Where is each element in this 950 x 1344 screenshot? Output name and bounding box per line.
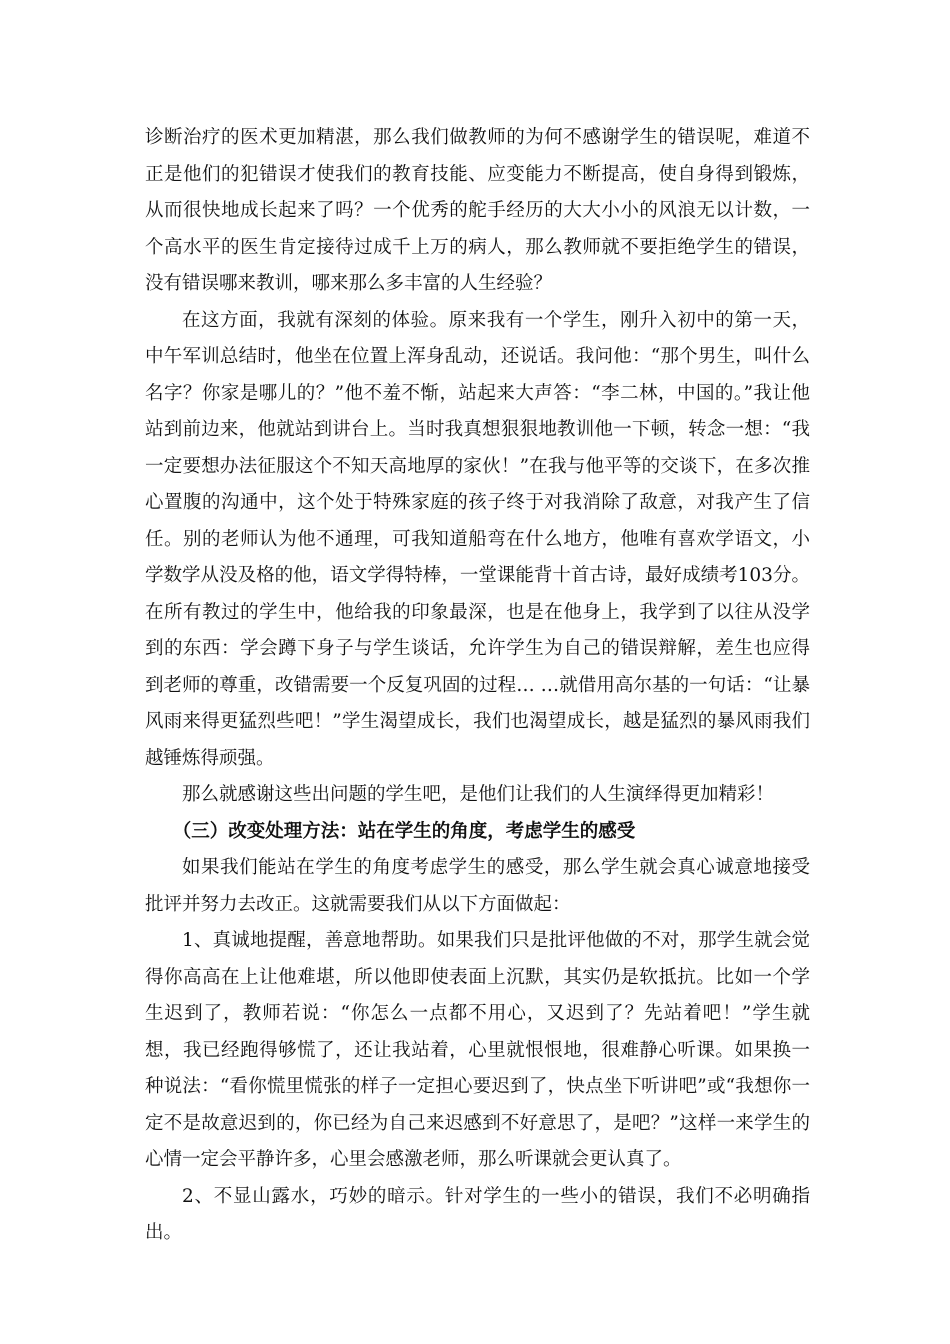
section-heading: （三）改变处理方法：站在学生的角度，考虑学生的感受 xyxy=(172,820,636,842)
paragraph-1: 诊断治疗的医术更加精湛，那么我们做教师的为何不感谢学生的错误呢，难道不正是他们的犯错误才使我们的教育技能、应变能力不断提高，使自身得到锻炼，从而很快地成长起来了吗？一个优秀的舵手经历的大大小小的风浪无以计数，一个高水平的医生肯定接待过成千上万的病人，那么教师就不要拒绝学生的错误，没有错误哪来教训，哪来那么多丰富的人生经验？ xyxy=(145,127,810,294)
paragraph-4: 如果我们能站在学生的角度考虑学生的感受，那么学生就会真心诚意地接受批评并努力去改正。这就需要我们从以下方面做起： xyxy=(145,857,810,915)
paragraph-3: 那么就感谢这些出问题的学生吧，是他们让我们的人生演绎得更加精彩！ xyxy=(182,784,775,805)
paragraph-6: 2、不显山露水，巧妙的暗示。针对学生的一些小的错误，我们不必明确指出。 xyxy=(145,1185,810,1243)
document-body xyxy=(145,120,810,1252)
paragraph-2: 在这方面，我就有深刻的体验。原来我有一个学生，刚升入初中的第一天，中午军训总结时，他坐在位置上浑身乱动，还说话。我问他：“那个男生，叫什么名字？你家是哪儿的？”他不羞不惭，站起来大声答：“李二林，中国的。”我让他站到前边来，他就站到讲台上。当时我真想狠狠地教训他一下顿，转念一想：“我一定要想办法征服这个不知天高地厚的家伙！”在我与他平等的交谈下，在多次推心置腹的沟通中，这个处于特殊家庭的孩子终于对我消除了敌意，对我产生了信任。别的老师认为他不通理，可我知道船弯在什么地方，他唯有喜欢学语文，小学数学从没及格的他，语文学得特棒，一堂课能背十首古诗，最好成绩考103分。在所有教过的学生中，他给我的印象最深，也是在他身上，我学到了以往从没学到的东西：学会蹲下身子与学生谈话，允许学生为自己的错误辩解，差生也应得到老师的尊重，改错需要一个反复巩固的过程… …就借用高尔基的一句话：“让暴风雨来得更猛烈些吧！”学生渴望成长，我们也渴望成长，越是猛烈的暴风雨我们越锤炼得顽强。 xyxy=(145,309,810,769)
paragraph-5: 1、真诚地提醒，善意地帮助。如果我们只是批评他做的不对，那学生就会觉得你高高在上让他难堪，所以他即使表面上沉默，其实仍是软抵抗。比如一个学生迟到了，教师若说：“你怎么一点都不用心，又迟到了？先站着吧！”学生就想，我已经跑得够慌了，还让我站着，心里就恨恨地，很难静心听课。如果换一种说法：“看你慌里慌张的样子一定担心要迟到了，快点坐下听讲吧”或“我想你一定不是故意迟到的，你已经为自己来迟感到不好意思了，是吧？”这样一来学生的心情一定会平静许多，心里会感激老师，那么听课就会更认真了。 xyxy=(145,930,810,1170)
